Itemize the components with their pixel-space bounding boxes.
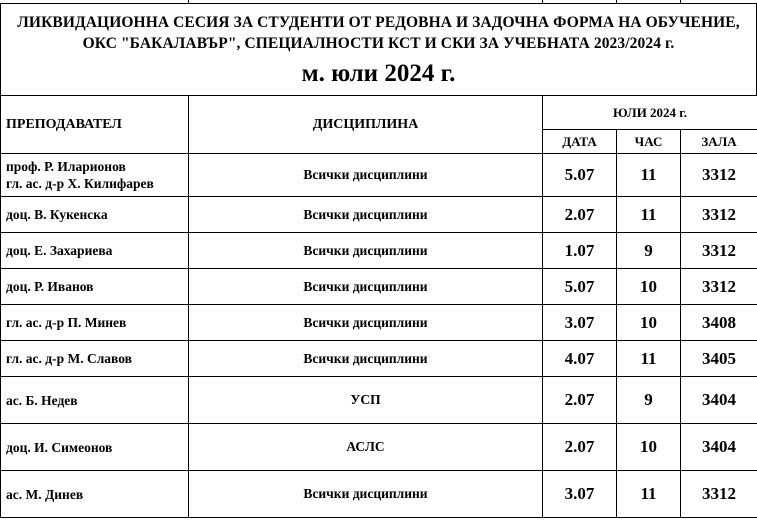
column-header-month: ЮЛИ 2024 г. bbox=[543, 96, 757, 130]
room-cell: 3312 bbox=[681, 269, 757, 305]
date-cell: 1.07 bbox=[543, 233, 617, 269]
column-header-time: ЧАС bbox=[617, 130, 681, 154]
date-cell: 5.07 bbox=[543, 269, 617, 305]
time-cell: 9 bbox=[617, 233, 681, 269]
teacher-cell: ас. М. Динев bbox=[1, 471, 189, 518]
header-month: м. юли 2024 г. bbox=[301, 60, 456, 87]
table-row bbox=[1, 341, 757, 377]
time-cell: 10 bbox=[617, 269, 681, 305]
discipline-cell: Всички дисциплини bbox=[189, 305, 543, 341]
discipline-cell: Всички дисциплини bbox=[189, 197, 543, 233]
teacher-cell: доц. Р. Иванов bbox=[1, 269, 189, 305]
discipline-cell: АСЛС bbox=[189, 424, 543, 471]
date-cell: 3.07 bbox=[543, 305, 617, 341]
room-cell: 3312 bbox=[681, 471, 757, 518]
time-cell: 11 bbox=[617, 197, 681, 233]
time-cell: 10 bbox=[617, 305, 681, 341]
discipline-cell: Всички дисциплини bbox=[189, 269, 543, 305]
teacher-cell: ас. Б. Недев bbox=[1, 377, 189, 424]
time-cell: 11 bbox=[617, 341, 681, 377]
teacher-cell bbox=[1, 154, 189, 197]
table-row bbox=[1, 269, 757, 305]
teacher-cell: доц. Е. Захариева bbox=[1, 233, 189, 269]
date-cell: 5.07 bbox=[543, 154, 617, 197]
time-cell: 11 bbox=[617, 154, 681, 197]
teacher-name: проф. Р. Иларионов bbox=[6, 159, 126, 174]
teacher-name: гл. ас. д-р Х. Килифарев bbox=[6, 176, 154, 191]
teacher-cell: доц. И. Симеонов bbox=[1, 424, 189, 471]
room-cell: 3404 bbox=[681, 424, 757, 471]
room-cell: 3405 bbox=[681, 341, 757, 377]
table-row bbox=[1, 154, 757, 197]
time-cell: 11 bbox=[617, 471, 681, 518]
teacher-cell: гл. ас. д-р П. Минев bbox=[1, 305, 189, 341]
room-cell: 3312 bbox=[681, 233, 757, 269]
discipline-cell: Всички дисциплини bbox=[189, 471, 543, 518]
date-cell: 2.07 bbox=[543, 377, 617, 424]
discipline-cell: Всички дисциплини bbox=[189, 154, 543, 197]
time-cell: 10 bbox=[617, 424, 681, 471]
date-cell: 4.07 bbox=[543, 341, 617, 377]
room-cell: 3408 bbox=[681, 305, 757, 341]
table-row bbox=[1, 377, 757, 424]
column-header-discipline: ДИСЦИПЛИНА bbox=[189, 96, 543, 154]
header-title-line2: ОКС "БАКАЛАВЪР", СПЕЦИАЛНОСТИ КСТ И СКИ ЗА УЧЕБНАТА 2023/2024 г. bbox=[82, 35, 675, 52]
column-header-room: ЗАЛА bbox=[681, 130, 757, 154]
teacher-cell: гл. ас. д-р М. Славов bbox=[1, 341, 189, 377]
date-cell: 2.07 bbox=[543, 197, 617, 233]
date-cell: 3.07 bbox=[543, 471, 617, 518]
room-cell: 3404 bbox=[681, 377, 757, 424]
table-row bbox=[1, 471, 757, 518]
discipline-cell: Всички дисциплини bbox=[189, 341, 543, 377]
table-row bbox=[1, 305, 757, 341]
table-row bbox=[1, 424, 757, 471]
room-cell: 3312 bbox=[681, 154, 757, 197]
date-cell: 2.07 bbox=[543, 424, 617, 471]
discipline-cell: Всички дисциплини bbox=[189, 233, 543, 269]
room-cell: 3312 bbox=[681, 197, 757, 233]
document-header bbox=[0, 3, 757, 96]
column-header-teacher: ПРЕПОДАВАТЕЛ bbox=[1, 96, 189, 154]
exam-schedule-table bbox=[0, 95, 757, 518]
table-row bbox=[1, 233, 757, 269]
time-cell: 9 bbox=[617, 377, 681, 424]
table-row bbox=[1, 197, 757, 233]
column-header-date: ДАТА bbox=[543, 130, 617, 154]
teacher-cell: доц. В. Кукенска bbox=[1, 197, 189, 233]
header-title-line1: ЛИКВИДАЦИОННА СЕСИЯ ЗА СТУДЕНТИ ОТ РЕДОВНА И ЗАДОЧНА ФОРМА НА ОБУЧЕНИЕ, bbox=[17, 14, 740, 31]
discipline-cell: УСП bbox=[189, 377, 543, 424]
